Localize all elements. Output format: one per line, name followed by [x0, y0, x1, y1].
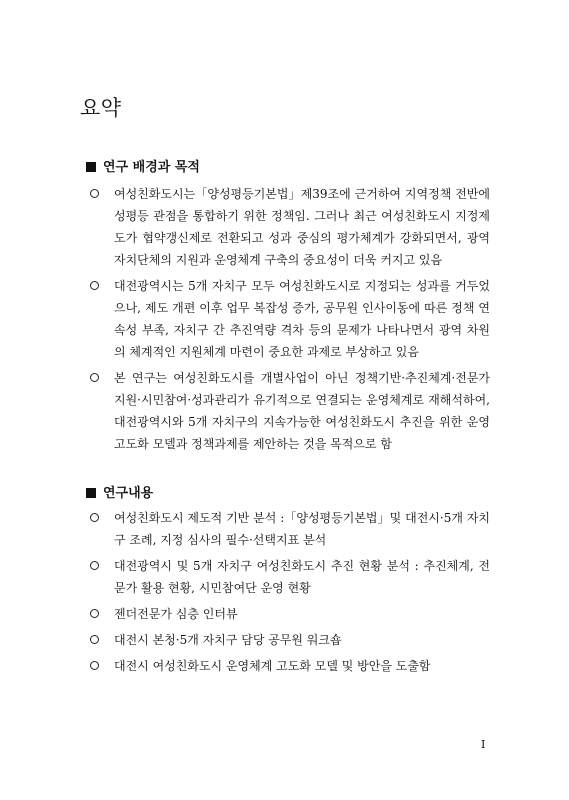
list-item-text: 젠더전문가 심층 인터뷰 — [114, 607, 238, 621]
square-bullet-icon — [86, 488, 96, 498]
list-item-text: 대전광역시는 5개 자치구 모두 여성친화도시로 지정되는 성과를 거두었으나, 제도 개편 이후 업무 복잡성 증가, 공무원 인사이동에 따른 정책 연속성 부족, 자치구 간 추진역량 격차 등의 문제가 나타나면서 광역 차원의 체계적인 지원체계 마련이 중요한 과제로 부상하고 있음 — [114, 279, 490, 359]
circle-bullet-icon — [90, 281, 99, 290]
section-heading-content — [86, 482, 153, 501]
list-item — [90, 629, 490, 651]
list-item-text: 여성친화도시는「양성평등기본법」제39조에 근거하여 지역정책 전반에 성평등 관점을 통합하기 위한 정책임. 그러나 최근 여성친화도시 지정제도가 협약갱신제로 전환되고 성과 중심의 평가체계가 강화되면서, 광역자치단체의 지원과 운영체계 구축의 중요성이 더욱 커지고 있음 — [114, 187, 490, 267]
list-item-text: 여성친화도시 제도적 기반 분석 :「양성평등기본법」및 대전시·5개 자치구 조례, 지정 심사의 필수·선택지표 분석 — [114, 511, 490, 547]
list-item-text: 대전광역시 및 5개 자치구 여성친화도시 추진 현황 분석 : 추진체계, 전문가 활용 현황, 시민참여단 운영 현황 — [114, 559, 490, 595]
circle-bullet-icon — [90, 609, 99, 618]
section-heading-text: 연구내용 — [103, 486, 154, 501]
list-item — [90, 507, 490, 551]
square-bullet-icon — [86, 162, 96, 172]
list-item — [90, 275, 490, 363]
section-heading-text: 연구 배경과 목적 — [103, 160, 200, 175]
list-item-text: 대전시 본청·5개 자치구 담당 공무원 워크숍 — [114, 633, 342, 647]
circle-bullet-icon — [90, 189, 99, 198]
list-item — [90, 183, 490, 271]
section-heading-background — [86, 156, 200, 175]
background-bullet-list — [90, 183, 490, 455]
list-item — [90, 603, 490, 625]
list-item — [90, 655, 490, 677]
list-item-text: 본 연구는 여성친화도시를 개별사업이 아닌 정책기반·추진체계·전문가 지원·시민참여·성과관리가 유기적으로 연결되는 운영체계로 재해석하여, 대전광역시와 5개 자치구의 지속가능한 여성친화도시 추진을 위한 운영고도화 모델과 정책과제를 제안하는 것을 목적으로 함 — [114, 371, 490, 451]
circle-bullet-icon — [90, 635, 99, 644]
page-title: 요약 — [80, 96, 122, 120]
content-bullet-list — [90, 507, 490, 677]
circle-bullet-icon — [90, 561, 99, 570]
page-number: I — [481, 738, 486, 751]
circle-bullet-icon — [90, 373, 99, 382]
list-item — [90, 555, 490, 599]
circle-bullet-icon — [90, 661, 99, 670]
list-item — [90, 367, 490, 455]
circle-bullet-icon — [90, 513, 99, 522]
list-item-text: 대전시 여성친화도시 운영체계 고도화 모델 및 방안을 도출함 — [114, 659, 431, 673]
